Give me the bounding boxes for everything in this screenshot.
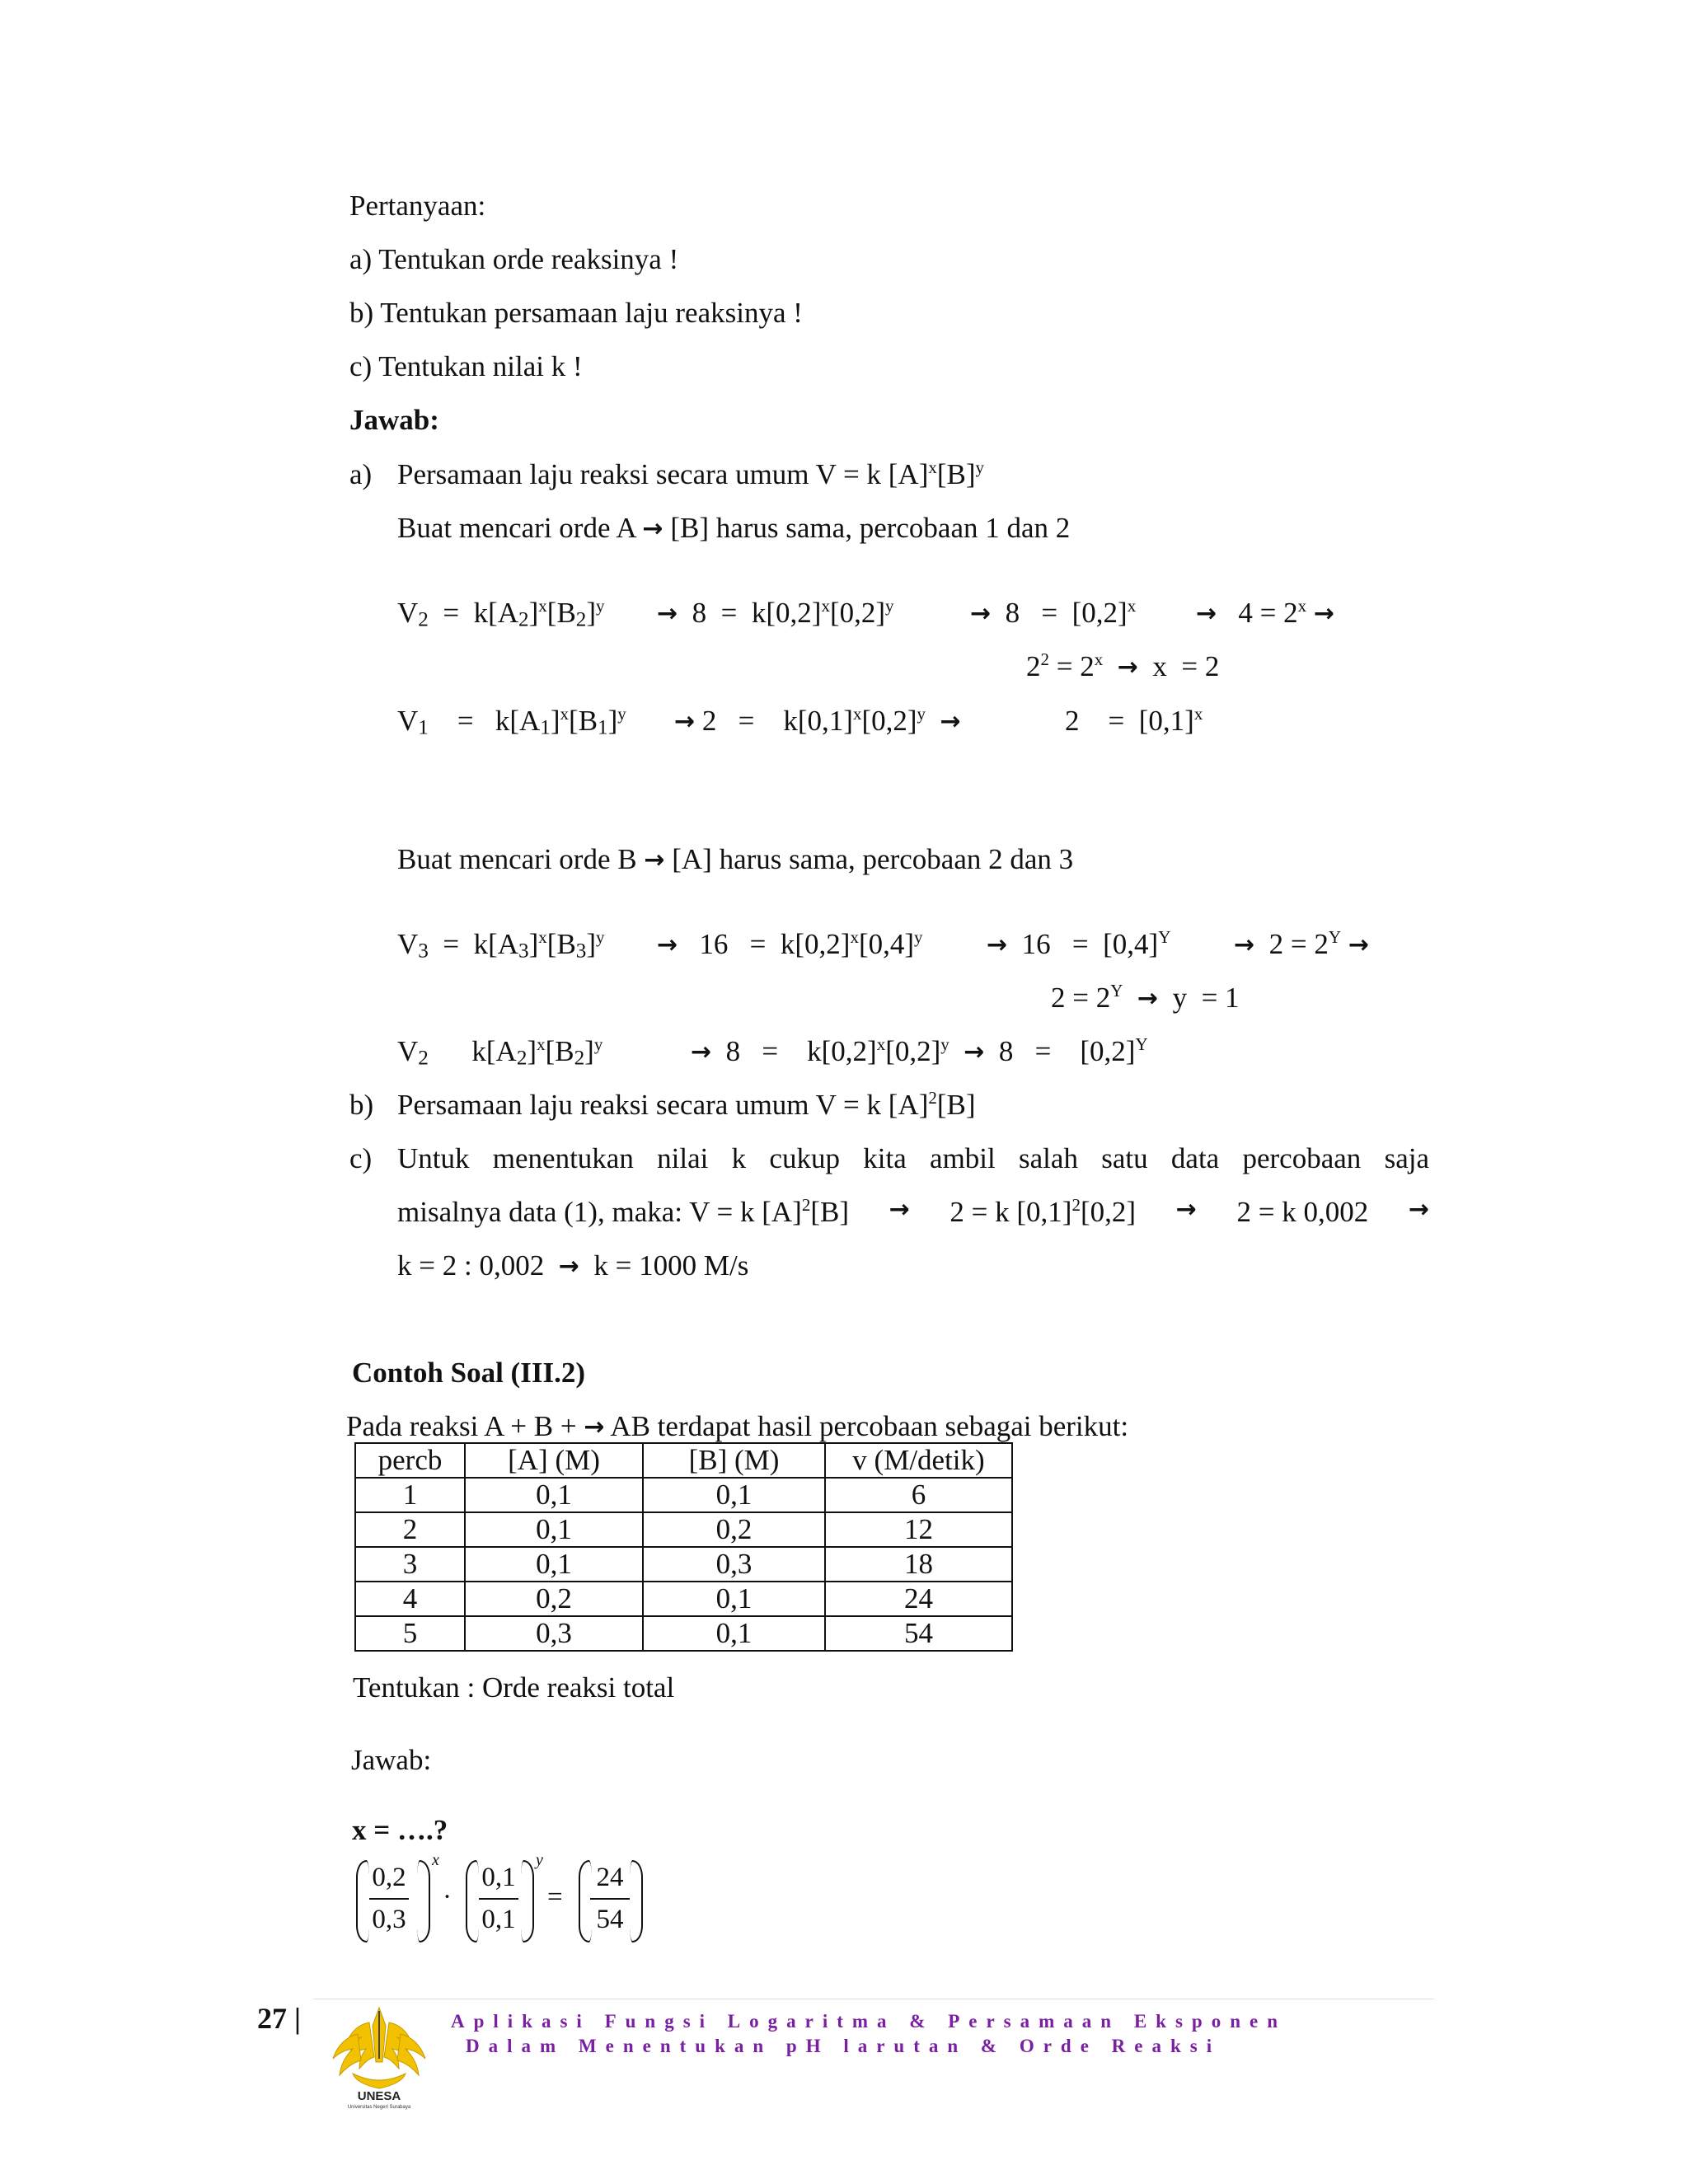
example-title: Contoh Soal (III.2): [352, 1357, 585, 1389]
arrow-icon: →: [964, 1037, 985, 1066]
table-cell: 0,2: [465, 1582, 643, 1616]
fraction-1-num: 0,2: [372, 1863, 406, 1892]
logo-text: UNESA: [357, 2089, 401, 2103]
answer-a-label: a): [349, 458, 373, 490]
equation-y-result: $2 = 2^Y \to y = 1$: [1051, 980, 1240, 1014]
table-header: [B] (M): [643, 1443, 825, 1478]
equation-x-result: $2^2 = 2^x \to x = 2$: [1026, 649, 1220, 682]
x-question: x = ….?: [352, 1814, 448, 1846]
equation-v2-step1: → $8 = k[0,2]^x[0,2]^y$: [657, 595, 894, 629]
arrow-icon: →: [642, 513, 663, 543]
equation-v1-step2: 2 = $[0,1]^x$: [1065, 703, 1203, 737]
table-cell: 24: [825, 1582, 1012, 1616]
arrow-icon: →: [691, 1037, 712, 1066]
arrow-icon: →: [1196, 598, 1217, 628]
paren-right: [521, 1860, 534, 1943]
table-cell: 1: [355, 1478, 465, 1512]
arrow-icon: →: [657, 930, 678, 959]
equation-v2-second: $V_2$ $k[A_2]^x[B_2]^y$: [397, 1033, 603, 1070]
table-cell: 0,1: [643, 1616, 825, 1651]
example-intro: Pada reaksi A + B + → AB terdapat hasil percobaan sebagai berikut:: [346, 1410, 1129, 1442]
fraction-2-den: 0,1: [481, 1905, 516, 1934]
arrow-icon: →: [1313, 598, 1335, 628]
question-heading: Pertanyaan:: [349, 190, 486, 222]
answer-heading: Jawab:: [349, 404, 439, 436]
paren-right: [417, 1860, 430, 1943]
arrow-icon: →: [970, 598, 992, 628]
question-a: a) Tentukan orde reaksinya !: [349, 243, 679, 275]
table-row: [355, 1512, 1012, 1547]
fraction-3-num: 24: [596, 1863, 624, 1892]
footer-line-2: Dalam Menentukan pH larutan & Orde Reaksi: [466, 2036, 1221, 2056]
table-header-row: [355, 1443, 1012, 1478]
equation-v1-step1: → 2 = $k[0,1]^x[0,2]^y$ →: [674, 703, 961, 737]
fraction-3: [590, 1863, 630, 1935]
answer-a-text: Persamaan laju reaksi secara umum V = k $[A]^x[B]^y$: [397, 457, 985, 490]
table-cell: 4: [355, 1582, 465, 1616]
paren-right: [630, 1860, 643, 1943]
table-row: [355, 1616, 1012, 1651]
arrow-icon: →: [644, 845, 665, 874]
answer-c-line2: misalnya data (1), maka: V = k $[A]^2[B]$ → 2 = k $[0,1]^2[0,2]$ → 2 = k 0,002 →: [397, 1194, 1429, 1228]
orde-a-intro: Buat mencari orde A → [B] harus sama, percobaan 1 dan 2: [397, 512, 1071, 544]
arrow-icon: →: [657, 598, 678, 628]
arrow-icon: →: [1117, 652, 1138, 682]
equation-v2-step2: → $8 = [0,2]^x$: [970, 595, 1137, 629]
table-header: [A] (M): [465, 1443, 643, 1478]
answer-b-text: Persamaan laju reaksi secara umum V = k $[A]^2[B]$: [397, 1087, 976, 1121]
table-cell: 0,3: [465, 1616, 643, 1651]
equation-v3-step1: → $16 = k[0,2]^x[0,4]^y$: [657, 926, 923, 960]
equation-v2-step3: → $4 = 2^x$ →: [1196, 595, 1335, 629]
equation-v3-step3: → $2 = 2^Y$ →: [1234, 926, 1369, 960]
paren-left: [466, 1860, 479, 1943]
table-cell: 5: [355, 1616, 465, 1651]
table-cell: 12: [825, 1512, 1012, 1547]
table-cell: 18: [825, 1547, 1012, 1582]
arrow-icon: →: [584, 1412, 605, 1441]
arrow-icon: →: [1175, 1195, 1197, 1224]
exponent-x: x: [432, 1851, 439, 1869]
logo-subtext: Universitas Negeri Surabaya: [347, 2105, 411, 2110]
example-task: Tentukan : Orde reaksi total: [353, 1671, 675, 1704]
arrow-icon: →: [674, 706, 696, 736]
fraction-2-num: 0,1: [481, 1863, 516, 1892]
table-cell: 0,1: [465, 1478, 643, 1512]
equation-v2-second-step1: → 8 = $k[0,2]^x[0,2]^y \to 8$ = $[0,2]^Y$: [691, 1033, 1148, 1067]
exponent-y: y: [536, 1851, 543, 1869]
arrow-icon: →: [558, 1251, 579, 1281]
equals-sign: =: [547, 1882, 563, 1912]
table-cell: 0,2: [643, 1512, 825, 1547]
arrow-icon: →: [1234, 930, 1255, 959]
table-cell: 0,3: [643, 1547, 825, 1582]
table-cell: 54: [825, 1616, 1012, 1651]
fraction-2: [479, 1863, 518, 1935]
table-cell: 3: [355, 1547, 465, 1582]
unesa-logo: [328, 2001, 430, 2110]
footer-line-1: Aplikasi Fungsi Logaritma & Persamaan Eksponen: [451, 2011, 1287, 2032]
answer-c-line1: Untuk menentukan nilai k cukup kita ambil salah satu data percobaan saja: [397, 1142, 1429, 1174]
fraction-1-den: 0,3: [372, 1905, 406, 1934]
equation-v1: $V_1$ = $k[A_1]^x[B_1]^y$: [397, 703, 626, 739]
page-number: 27 |: [257, 2002, 301, 2035]
fraction-1: [369, 1863, 409, 1935]
table-cell: 0,1: [465, 1512, 643, 1547]
fraction-3-den: 54: [596, 1905, 624, 1934]
paren-left: [356, 1860, 369, 1943]
equation-v2: $V_2 = k[A_2]^x[B_2]^y$: [397, 595, 605, 631]
orde-b-intro: Buat mencari orde B → [A] harus sama, percobaan 2 dan 3: [397, 843, 1074, 875]
table-header: v (M/detik): [825, 1443, 1012, 1478]
arrow-icon: →: [987, 930, 1008, 959]
table-cell: 0,1: [465, 1547, 643, 1582]
table-cell: 2: [355, 1512, 465, 1547]
table-header: percb: [355, 1443, 465, 1478]
arrow-icon: →: [1408, 1195, 1429, 1224]
example-answer-heading: Jawab:: [351, 1744, 432, 1776]
equation-v3: $V_3 = k[A_3]^x[B_3]^y$: [397, 926, 605, 963]
arrow-icon: →: [1137, 983, 1159, 1013]
table-row: [355, 1478, 1012, 1512]
question-c: c) Tentukan nilai k !: [349, 350, 583, 382]
answer-c-line3: k = 2 : 0,002 → k = 1000 M/s: [397, 1249, 749, 1282]
table-cell: 0,1: [643, 1582, 825, 1616]
equation-v3-step2: → $16 = [0,4]^Y$: [987, 926, 1171, 960]
arrow-icon: →: [1348, 930, 1369, 959]
data-table: [354, 1442, 1013, 1652]
table-cell: 0,1: [643, 1478, 825, 1512]
arrow-icon: →: [889, 1195, 910, 1224]
answer-b-label: b): [349, 1089, 374, 1121]
question-b: b) Tentukan persamaan laju reaksinya !: [349, 297, 803, 329]
table-row: [355, 1547, 1012, 1582]
table-cell: 6: [825, 1478, 1012, 1512]
answer-c-label: c): [349, 1142, 373, 1174]
dot-operator: ·: [443, 1882, 452, 1912]
table-row: [355, 1582, 1012, 1616]
arrow-icon: →: [940, 706, 961, 736]
